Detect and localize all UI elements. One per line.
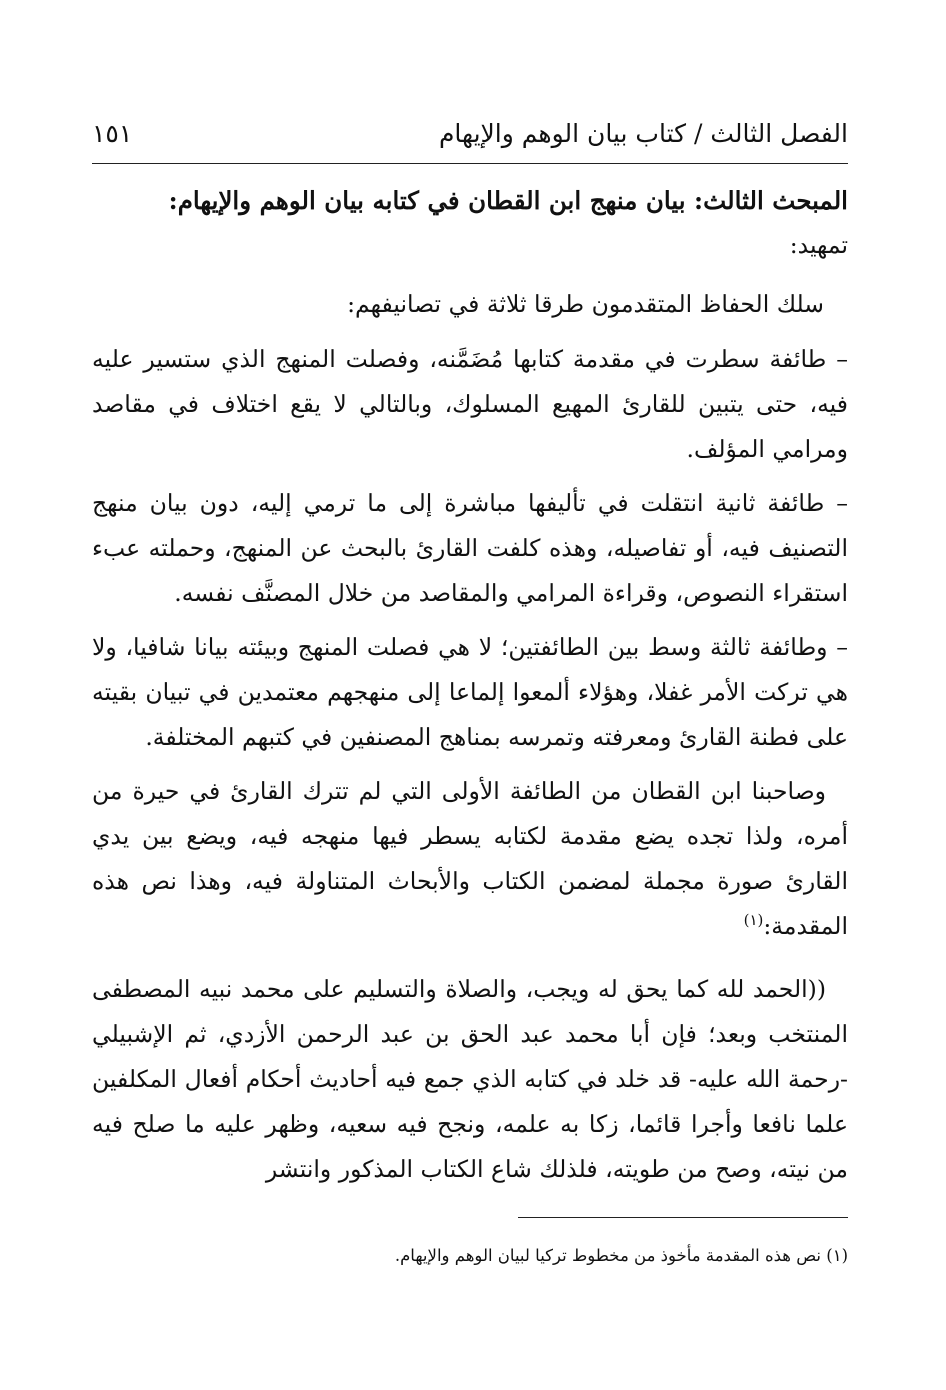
section-title: المبحث الثالث: بيان منهج ابن القطان في كتابه بيان الوهم والإيهام:: [168, 186, 848, 215]
footnote-reference: (١): [743, 911, 764, 930]
intro-label: تمهيد:: [789, 231, 848, 259]
paragraph-ibn-al-qattan-text: وصاحبنا ابن القطان من الطائفة الأولى التي لم تترك القارئ في حيرة من أمره، ولذا تجده يضع مقدمة لكتابه يسطر فيها منهجه فيه، ويضع بين يدي القارئ صورة مجملة لمضمن الكتاب والأبحاث المتناولة فيه، وهذا نص هذه المقدمة:: [92, 777, 848, 940]
quoted-introduction: ((الحمد لله كما يحق له ويجب، والصلاة والتسليم على محمد نبيه المصطفى المنتخب وبعد؛ فإن أبا محمد عبد الحق بن عبد الرحمن الأزدي، ثم الإشبيلي -رحمة الله عليه- قد خلد في كتابه الذي جمع فيه أحاديث أحكام أفعال المكلفين علما نافعا وأجرا قائما، زكا به علمه، ونجح فيه سعيه، وظهر عليه ما صلح فيه من نيته، وصح من طويته، فلذلك شاع الكتاب المذكور وانتشر: [92, 975, 848, 1183]
page-number: ١٥١: [92, 118, 133, 148]
footnote-divider: [518, 1217, 848, 1218]
paragraph-first-group: – طائفة سطرت في مقدمة كتابها مُضَمَّنه، وفصلت المنهج الذي ستسير عليه فيه، حتى يتبين للقارئ المهيع المسلوك، وبالتالي لا يقع اختلاف في مقاصد ومرامي المؤلف.: [92, 345, 848, 463]
main-text: [92, 178, 848, 1201]
paragraph-third-group: – وطائفة ثالثة وسط بين الطائفتين؛ لا هي فصلت المنهج وبيئته بيانا شافيا، ولا هي تركت الأمر غفلا، وهؤلاء ألمعوا إلماعا إلى منهجهم معتمدين في تبيان بقيته على فطنة القارئ ومعرفته وتمرسه بمناهج المصنفين في كتبهم المختلفة.: [92, 633, 848, 751]
footnote: (١) نص هذه المقدمة مأخوذ من مخطوط تركيا لبيان الوهم والإيهام.: [394, 1246, 848, 1265]
paragraph-ibn-al-qattan: [92, 769, 848, 949]
paragraph-second-group: – طائفة ثانية انتقلت في تأليفها مباشرة إلى ما ترمي إليه، دون بيان منهج التصنيف فيه، أو تفاصيله، وهذه كلفت القارئ بالبحث عن المنهج، وحملته عبء استقراء النصوص، وقراءة المرامي والمقاصد من خلال المصنَّف نفسه.: [92, 489, 848, 607]
page-header: [92, 108, 848, 158]
header-divider: [92, 163, 848, 164]
lead-paragraph: سلك الحفاظ المتقدمون طرقا ثلاثة في تصانيفهم:: [347, 290, 824, 318]
running-title: الفصل الثالث / كتاب بيان الوهم والإيهام: [438, 118, 848, 148]
